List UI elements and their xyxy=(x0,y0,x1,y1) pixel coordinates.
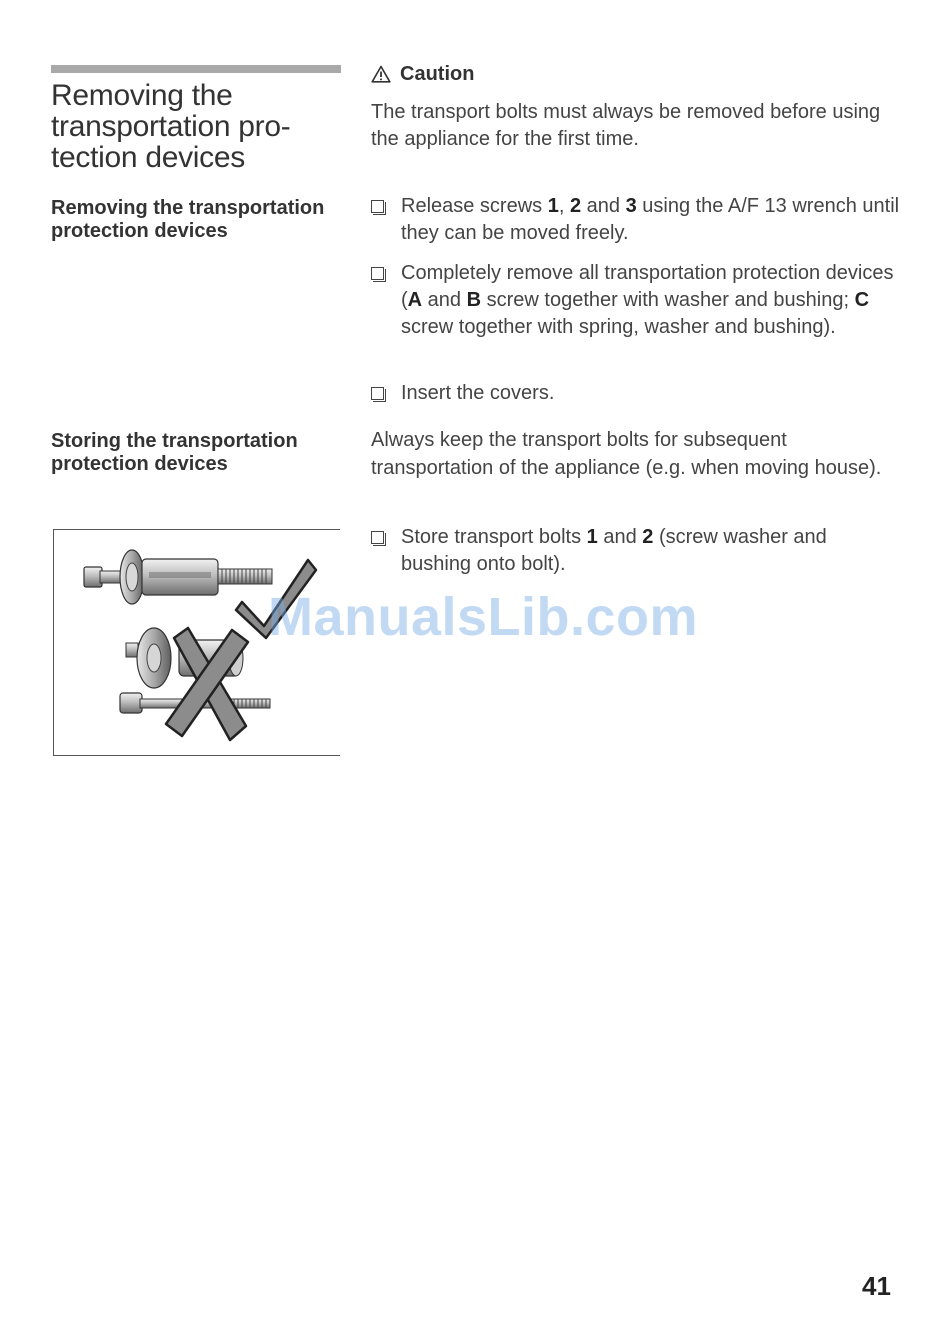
warning-triangle-icon xyxy=(371,65,391,83)
step-text: Store transport bolts 1 and 2 (screw washer and bushing onto bolt). xyxy=(401,526,827,575)
storing-heading: Storing the transportation protection devices xyxy=(51,430,298,475)
step-text: Completely remove all transportation protection devices (A and B screw together with washer and bushing; C screw together with spring, washer and bushing). xyxy=(401,262,894,338)
checkbox-bullet-icon xyxy=(371,267,384,280)
caution-title xyxy=(371,60,474,88)
title-line-1: Removing the xyxy=(51,79,233,112)
title-line-2: transportation pro- xyxy=(51,110,291,143)
page-title xyxy=(51,80,351,173)
step-remove-devices xyxy=(371,260,901,341)
page-number: 41 xyxy=(862,1271,891,1301)
caution-label: Caution xyxy=(400,63,475,85)
section-rule xyxy=(51,65,341,73)
assembled-bolt xyxy=(84,550,272,604)
storing-intro: Always keep the transport bolts for subsequent transportation of the appliance (e.g. when moving house). xyxy=(371,429,882,479)
removing-heading: Removing the transportation protection devices xyxy=(51,197,325,242)
step-text: Insert the covers. xyxy=(401,382,555,404)
step-release-screws xyxy=(371,193,901,247)
checkbox-bullet-icon xyxy=(371,387,384,400)
caution-text: The transport bolts must always be removed before using the appliance for the first time. xyxy=(371,101,881,150)
checkbox-bullet-icon xyxy=(371,531,384,544)
step-insert-covers xyxy=(371,380,901,407)
checkbox-bullet-icon xyxy=(371,200,384,213)
watermark: ManualsLib.com xyxy=(268,587,699,647)
title-line-3: tection devices xyxy=(51,141,245,174)
step-text: Release screws 1, 2 and 3 using the A/F 13 wrench until they can be moved freely. xyxy=(401,195,900,244)
step-store-bolts xyxy=(371,524,901,578)
